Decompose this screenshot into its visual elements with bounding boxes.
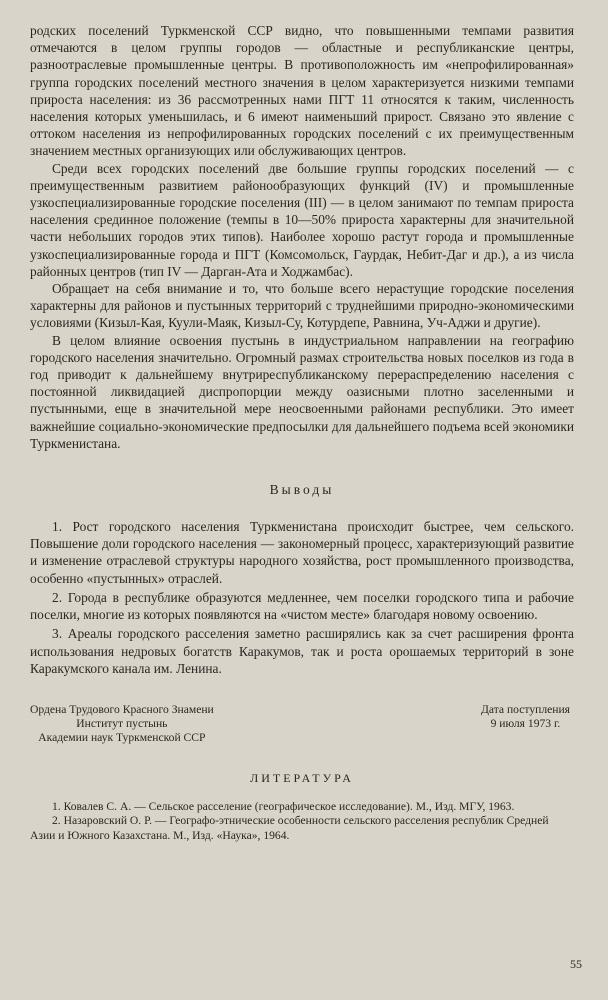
literature-heading: ЛИТЕРАТУРА bbox=[250, 770, 354, 785]
page-number: 55 bbox=[570, 957, 582, 971]
conclusion-item: 1. Рост городского населения Туркменистана происходит быстрее, чем сельского. Повышение доли городского населения — закономерный процесс, характеризующий развитие и изменение отраслевой структуры народного хозяйства, рост промышленного производства, особенно «пустынных» отраслей. bbox=[30, 519, 574, 586]
institution bbox=[30, 703, 214, 745]
conclusion-item: 3. Ареалы городского расселения заметно расширялись как за счет расширения фронта использования недровых богатств Каракумов, так и роста орошаемых территорий в зоне Каракумского канала им. Ленина. bbox=[30, 626, 574, 676]
body-paragraph: родских поселений Туркменской ССР видно, что повышенными темпами развития отмечаются в целом группы городов — областные и республиканские центры, разноотраслевые промышленные центры. В противоположность им «непрофилированная» группа городских поселений местного значения в целом характеризуется низкими темпами прироста населения: из 36 рассмотренных нами ПГТ 11 относятся к таким, численность населения которых уменьшилась, и 6 имеют наименьший прирост. Связано это явление с оттоком населения из непрофилированных городских поселений с их преимущественным значением местных организующих или обслуживающих центров. bbox=[30, 23, 574, 159]
institution-line: Институт пустынь bbox=[76, 716, 168, 730]
received-date bbox=[481, 703, 574, 745]
received-value: 9 июля 1973 г. bbox=[490, 716, 561, 730]
institution-line: Академии наук Туркменской ССР bbox=[38, 730, 206, 744]
reference-item: 2. Назаровский О. Р. — Географо-этнические особенности сельского расселения республик Средней Азии и Южного Казахстана. М., Изд. «Наука», 1964. bbox=[30, 814, 549, 842]
body-paragraph: В целом влияние освоения пустынь в индустриальном направлении на географию городского населения значительно. Огромный размах строительства новых поселков из года в год приводит к дальнейшему внутриреспубликанскому перераспределению населения с постоянной ликвидацией диспропорции между оазисными плотно заселенными и пустынными, еще в значительной мере неосвоенными районами республики. Это имеет важнейшие социально-экономические предпосылки для дальнейшего подъема всей экономики Туркменистана. bbox=[30, 332, 574, 451]
received-label: Дата поступления bbox=[480, 702, 570, 716]
body-paragraph: Среди всех городских поселений две большие группы городских поселений — с преимущественным развитием районообразующих функций (IV) и промышленные узкоспециализированные городские поселения (III) — в целом занимают по темпам прироста населения срединное положение (темпы в 10—50% прироста характерны для значительной части небольших городов этих типов). Наиболее хорошо растут города и промышленные узкоспециализированные города и ПГТ (Комсомольск, Гаурдак, Небит-Даг и др.), а из числа районных центров (тип IV — Дарган-Ата и Ходжамбас). bbox=[30, 160, 574, 279]
conclusions-heading: Выводы bbox=[269, 482, 335, 498]
body-paragraph: Обращает на себя внимание и то, что больше всего нерастущие городские поселения характерны для районов и пустынных территорий с труднейшими природно-экономическими условиями (Кизыл-Кая, Куули-Маяк, Кизыл-Су, Котурдепе, Равнина, Уч-Аджи и другие). bbox=[30, 281, 574, 331]
reference-item: 1. Ковалев С. А. — Сельское расселение (географическое исследование). М., Изд. МГУ, 1963. bbox=[52, 799, 515, 813]
institution-line: Ордена Трудового Красного Знамени bbox=[30, 702, 214, 716]
affiliation-block bbox=[30, 703, 574, 745]
conclusion-item: 2. Города в республике образуются медленнее, чем поселки городского типа и рабочие поселки, многие из которых появляются на «чистом месте» благодаря новому освоению. bbox=[30, 589, 574, 623]
